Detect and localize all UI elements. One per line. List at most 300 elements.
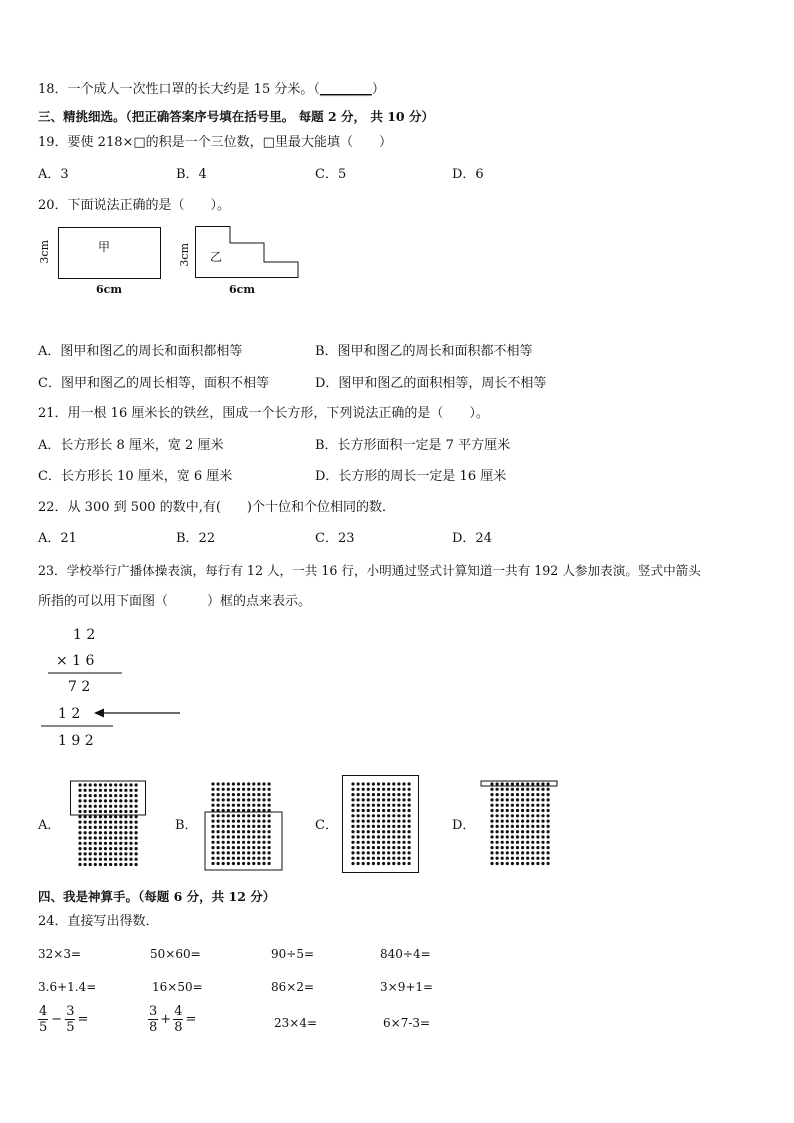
dot — [252, 825, 255, 828]
dot — [268, 798, 271, 801]
dot — [516, 788, 519, 791]
dot — [94, 842, 97, 845]
dot-array-option-b[interactable] — [203, 780, 285, 872]
dot — [217, 814, 220, 817]
dot — [547, 788, 550, 791]
q19-option-b[interactable]: B．4 — [176, 167, 207, 182]
dot — [227, 788, 230, 791]
dot — [99, 799, 102, 802]
calc-row-product: 1 9 2 — [58, 733, 94, 749]
dot — [232, 804, 235, 807]
dot — [124, 821, 127, 824]
dot — [135, 821, 138, 824]
q20-option-b[interactable]: B．图甲和图乙的周长和面积都不相等 — [315, 344, 533, 359]
dot — [242, 862, 245, 865]
dot — [78, 842, 81, 845]
dot — [211, 793, 214, 796]
dot — [78, 852, 81, 855]
dot — [89, 794, 92, 797]
q23-option-b-label[interactable]: B． — [175, 818, 198, 833]
dot — [387, 851, 390, 854]
dot — [237, 862, 240, 865]
dot — [109, 852, 112, 855]
dot — [124, 842, 127, 845]
dot — [367, 825, 370, 828]
dot — [382, 841, 385, 844]
dot — [362, 820, 365, 823]
dot — [99, 836, 102, 839]
dot — [402, 788, 405, 791]
dot — [247, 857, 250, 860]
dot — [129, 863, 132, 866]
dot — [232, 862, 235, 865]
dot — [392, 788, 395, 791]
q19-option-d[interactable]: D．6 — [452, 167, 484, 182]
dot — [268, 793, 271, 796]
calc-item: 50×60= — [150, 947, 201, 961]
question-23-stem-line2: 所指的可以用下面图（ ）框的点来表示。 — [38, 594, 312, 609]
dot — [511, 851, 514, 854]
dot — [119, 842, 122, 845]
dot — [237, 846, 240, 849]
dot — [94, 810, 97, 813]
q20-option-c[interactable]: C．图甲和图乙的周长相等，面积不相等 — [38, 376, 269, 391]
dot — [511, 798, 514, 801]
dot — [247, 793, 250, 796]
dot — [262, 835, 265, 838]
q20-option-a[interactable]: A．图甲和图乙的周长和面积都相等 — [38, 344, 243, 359]
dot — [135, 831, 138, 834]
dot — [222, 857, 225, 860]
dot — [496, 835, 499, 838]
dot — [109, 815, 112, 818]
dot — [547, 851, 550, 854]
dot — [392, 809, 395, 812]
dot — [526, 809, 529, 812]
q20-option-d[interactable]: D．图甲和图乙的面积相等，周长不相等 — [315, 376, 547, 391]
dot — [547, 841, 550, 844]
dot — [387, 825, 390, 828]
dot-array-option-a[interactable] — [68, 780, 148, 872]
dot — [232, 841, 235, 844]
dot — [526, 825, 529, 828]
dot — [521, 809, 524, 812]
dot — [490, 782, 493, 785]
dot — [129, 842, 132, 845]
dot — [124, 826, 127, 829]
dot — [237, 782, 240, 785]
dot — [222, 788, 225, 791]
dot — [526, 788, 529, 791]
dot — [526, 846, 529, 849]
dot — [222, 841, 225, 844]
dot — [94, 805, 97, 808]
fraction — [148, 1004, 158, 1035]
dot — [268, 862, 271, 865]
dot — [402, 862, 405, 865]
figure-jia-height: 3cm — [38, 240, 51, 264]
dot — [252, 857, 255, 860]
dot — [104, 858, 107, 861]
dot — [496, 830, 499, 833]
dot — [377, 798, 380, 801]
q21-option-a[interactable]: A．长方形长 8 厘米，宽 2 厘米 — [38, 438, 224, 453]
dot — [124, 836, 127, 839]
dot — [135, 810, 138, 813]
dot — [490, 814, 493, 817]
figure-yi-height: 3cm — [178, 243, 191, 267]
dot — [501, 835, 504, 838]
dot — [397, 804, 400, 807]
dot — [119, 863, 122, 866]
dot — [257, 798, 260, 801]
dot — [392, 804, 395, 807]
calc-divider-2 — [41, 725, 116, 727]
dot — [99, 810, 102, 813]
figure-yi-label: 乙 — [210, 250, 223, 264]
dot — [362, 782, 365, 785]
dot — [490, 798, 493, 801]
dot — [397, 857, 400, 860]
dot — [89, 831, 92, 834]
dot — [129, 847, 132, 850]
dot — [89, 852, 92, 855]
dot — [109, 842, 112, 845]
dot — [506, 851, 509, 854]
dot — [114, 847, 117, 850]
dot — [247, 846, 250, 849]
dot — [247, 830, 250, 833]
dot — [372, 825, 375, 828]
dot — [227, 798, 230, 801]
dot — [237, 788, 240, 791]
dot — [129, 810, 132, 813]
dot — [496, 825, 499, 828]
dot — [367, 820, 370, 823]
dot — [387, 804, 390, 807]
dot — [268, 788, 271, 791]
dot — [536, 782, 539, 785]
dot — [351, 846, 354, 849]
dot — [257, 835, 260, 838]
dot — [99, 783, 102, 786]
dot — [262, 830, 265, 833]
dot — [362, 804, 365, 807]
dot — [490, 793, 493, 796]
dot — [402, 809, 405, 812]
dot — [247, 820, 250, 823]
q21-option-d[interactable]: D．长方形的周长一定是 16 厘米 — [315, 469, 507, 484]
dot — [217, 825, 220, 828]
dot — [252, 798, 255, 801]
q21-option-c[interactable]: C．长方形长 10 厘米，宽 6 厘米 — [38, 469, 233, 484]
dot — [496, 782, 499, 785]
dot — [516, 809, 519, 812]
dot — [242, 814, 245, 817]
dot — [516, 846, 519, 849]
dot — [496, 857, 499, 860]
dot — [387, 814, 390, 817]
dot — [397, 846, 400, 849]
dot — [536, 804, 539, 807]
denominator: 8 — [149, 1020, 158, 1035]
dot — [521, 857, 524, 860]
dot — [222, 835, 225, 838]
dot — [242, 830, 245, 833]
numerator: 4 — [174, 1004, 183, 1019]
dot — [531, 841, 534, 844]
dot — [402, 830, 405, 833]
dot — [402, 798, 405, 801]
dot — [104, 810, 107, 813]
dot — [541, 798, 544, 801]
dot — [501, 862, 504, 865]
dot — [387, 830, 390, 833]
dot — [357, 830, 360, 833]
dot — [362, 830, 365, 833]
dot — [392, 830, 395, 833]
dot — [392, 846, 395, 849]
dot — [516, 862, 519, 865]
q23-option-c-label[interactable]: C． — [315, 818, 338, 833]
dot — [84, 789, 87, 792]
dot — [521, 814, 524, 817]
dot — [372, 857, 375, 860]
dot — [382, 798, 385, 801]
dot — [232, 830, 235, 833]
dot — [247, 809, 250, 812]
dot — [387, 846, 390, 849]
q21-option-b[interactable]: B．长方形面积一定是 7 平方厘米 — [315, 438, 511, 453]
dot — [252, 820, 255, 823]
dot — [367, 830, 370, 833]
dot — [135, 783, 138, 786]
dot — [104, 852, 107, 855]
dot — [511, 804, 514, 807]
dot — [237, 804, 240, 807]
dot — [217, 830, 220, 833]
dot — [94, 863, 97, 866]
dot — [94, 789, 97, 792]
dot — [382, 793, 385, 796]
dot — [547, 793, 550, 796]
dot — [402, 846, 405, 849]
dot — [135, 799, 138, 802]
dot — [367, 846, 370, 849]
dot — [232, 798, 235, 801]
calc-divider-1 — [48, 672, 123, 674]
dot-array-option-c[interactable] — [341, 775, 421, 875]
dot — [104, 799, 107, 802]
dot — [501, 814, 504, 817]
dot — [408, 782, 411, 785]
dot — [78, 826, 81, 829]
dot — [268, 820, 271, 823]
dot — [372, 846, 375, 849]
dot — [397, 798, 400, 801]
dot — [536, 841, 539, 844]
dot — [516, 820, 519, 823]
dot — [392, 782, 395, 785]
dot — [268, 814, 271, 817]
dot — [99, 847, 102, 850]
dot — [211, 798, 214, 801]
dot-array-option-d[interactable] — [480, 780, 560, 872]
dot — [119, 815, 122, 818]
dot — [397, 782, 400, 785]
dot — [237, 857, 240, 860]
dot — [94, 794, 97, 797]
dot — [357, 835, 360, 838]
dot — [362, 841, 365, 844]
dot — [257, 841, 260, 844]
dot — [109, 810, 112, 813]
dot — [490, 841, 493, 844]
dot — [408, 788, 411, 791]
dot — [377, 788, 380, 791]
dot — [541, 830, 544, 833]
dot — [119, 826, 122, 829]
operator: + — [160, 1012, 172, 1027]
dot — [526, 851, 529, 854]
dot — [362, 857, 365, 860]
dot — [211, 830, 214, 833]
dot — [547, 862, 550, 865]
dot — [351, 782, 354, 785]
dot — [496, 809, 499, 812]
dot — [372, 804, 375, 807]
pointer-arrow — [94, 707, 182, 719]
dot — [357, 782, 360, 785]
dot — [531, 857, 534, 860]
dot — [257, 804, 260, 807]
dot — [119, 783, 122, 786]
dot — [211, 851, 214, 854]
dot — [89, 789, 92, 792]
dot — [531, 820, 534, 823]
equals: = — [185, 1012, 197, 1027]
q23-option-a-label[interactable]: A． — [38, 818, 61, 833]
dot — [521, 830, 524, 833]
dot — [392, 825, 395, 828]
dot — [129, 836, 132, 839]
dot — [94, 847, 97, 850]
dot — [490, 857, 493, 860]
dot — [408, 820, 411, 823]
dot — [114, 842, 117, 845]
dot — [501, 804, 504, 807]
dot — [351, 841, 354, 844]
dot — [490, 809, 493, 812]
dot — [531, 793, 534, 796]
dot — [124, 799, 127, 802]
dot — [377, 846, 380, 849]
dot — [78, 847, 81, 850]
dot — [501, 851, 504, 854]
dot — [99, 852, 102, 855]
dot — [372, 798, 375, 801]
dot — [247, 804, 250, 807]
dot — [242, 809, 245, 812]
dot — [511, 820, 514, 823]
q22-option-c[interactable]: C．23 — [315, 531, 355, 546]
dot — [217, 782, 220, 785]
dot — [501, 788, 504, 791]
dot — [237, 841, 240, 844]
dot — [531, 846, 534, 849]
section-4-title: 四、我是神算手。（每题 6 分，共 12 分） — [38, 889, 276, 904]
dot — [247, 851, 250, 854]
dot — [114, 783, 117, 786]
dot — [521, 820, 524, 823]
dot — [237, 830, 240, 833]
dot — [521, 841, 524, 844]
dot — [408, 846, 411, 849]
dot — [526, 793, 529, 796]
calc-item: 32×3= — [38, 947, 82, 961]
fraction — [38, 1004, 48, 1035]
dot — [222, 804, 225, 807]
dot — [392, 820, 395, 823]
dot — [232, 846, 235, 849]
dot — [351, 825, 354, 828]
dot — [357, 798, 360, 801]
dot — [227, 793, 230, 796]
dot — [78, 821, 81, 824]
dot — [526, 835, 529, 838]
fraction — [173, 1004, 183, 1035]
dot — [547, 798, 550, 801]
dot — [516, 793, 519, 796]
dot — [531, 809, 534, 812]
dot — [402, 814, 405, 817]
q19-option-c[interactable]: C．5 — [315, 167, 347, 182]
answer-blank[interactable]: ________ — [319, 82, 372, 97]
q22-option-d[interactable]: D．24 — [452, 531, 492, 546]
dot — [104, 842, 107, 845]
q22-option-b[interactable]: B．22 — [176, 531, 216, 546]
dot — [392, 851, 395, 854]
dot — [252, 809, 255, 812]
calc-item: 23×4= — [274, 1016, 318, 1030]
dot — [89, 842, 92, 845]
calc-item: 3.6+1.4= — [38, 980, 97, 994]
dot — [211, 814, 214, 817]
dot — [99, 826, 102, 829]
dot — [531, 851, 534, 854]
dot — [211, 857, 214, 860]
dot — [104, 805, 107, 808]
dot — [547, 782, 550, 785]
q22-option-a[interactable]: A．21 — [38, 531, 77, 546]
dot — [129, 799, 132, 802]
dot — [541, 804, 544, 807]
dot — [242, 857, 245, 860]
q23-option-d-label[interactable]: D． — [452, 818, 476, 833]
dot — [362, 835, 365, 838]
dot — [129, 826, 132, 829]
dot — [217, 846, 220, 849]
dot — [496, 798, 499, 801]
dot — [408, 793, 411, 796]
dot — [490, 820, 493, 823]
dot — [382, 862, 385, 865]
dot — [262, 782, 265, 785]
dot — [397, 809, 400, 812]
q19-option-a[interactable]: A．3 — [38, 167, 69, 182]
dot — [252, 788, 255, 791]
dot — [232, 814, 235, 817]
